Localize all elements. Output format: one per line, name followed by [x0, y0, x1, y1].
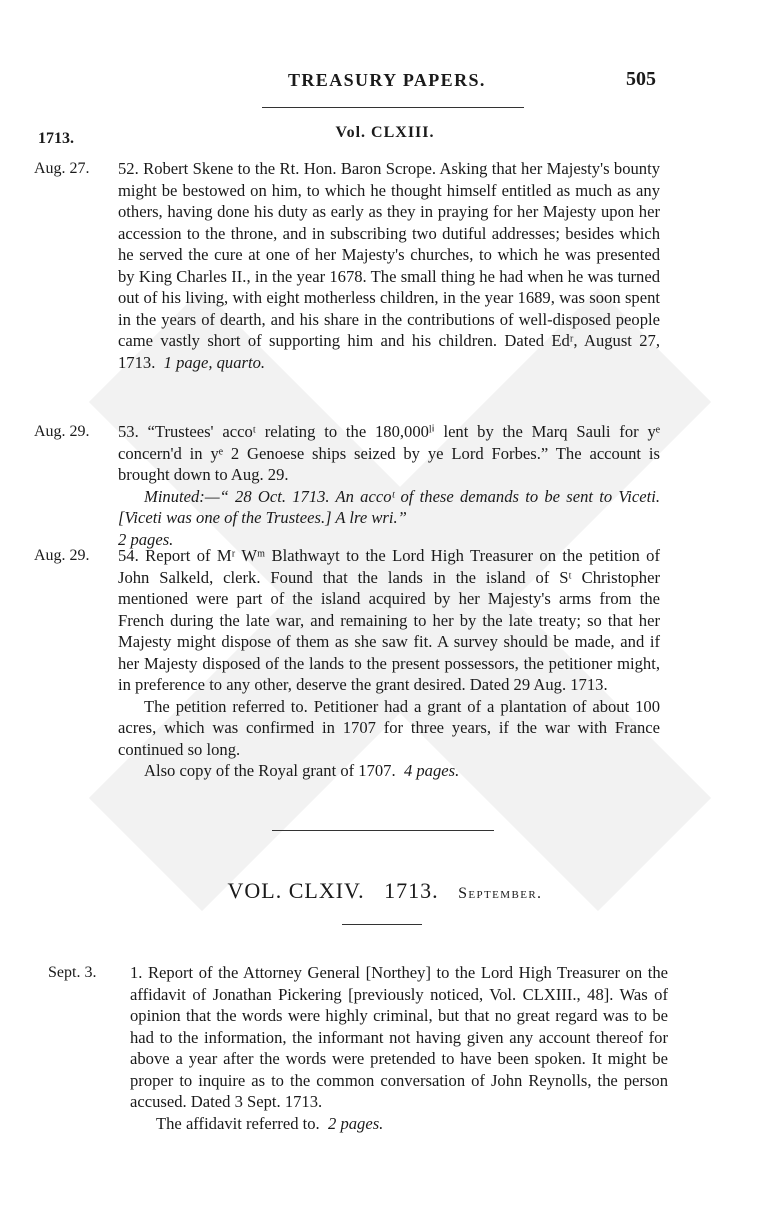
volume-number: VOL. CLXIV. [227, 878, 365, 903]
entry-text: 52. Robert Skene to the Rt. Hon. Baron Scrope. Asking that her Majesty's bounty might be bestowed on him, to which he thought himself entitled as much as any others, having done his duty as early as they in praying for her Majesty upon her accession to the throne, and in subscribing two dutiful addresses; besides which he served the cure at one of her Majesty's churches, to which he was presented by King Charles II., in the year 1678. The small thing he had when he was turned out of his living, with eight motherless children, in the year 1689, was soon spent in the years of dearth, and his share in the contributions of well-disposed people came vastly short of supporting him and his children. Dated Edʳ, August 27, 1713. [118, 159, 660, 372]
entry-date: Aug. 29. [34, 423, 90, 440]
margin-year: 1713. [38, 130, 74, 147]
volume-month: September. [458, 885, 543, 902]
entry-text: 54. Report of Mʳ Wᵐ Blathwayt to the Lord High Treasurer on the petition of John Salkeld, clerk. Found that the lands in the island of Sᵗ Christopher mentioned were part of the island acquired by her Majesty's arms from the French during the late war, and remaining to her by the late treaty; so that her Majesty might dispose of them as she saw fit. A survey should be made, and if her Majesty disposed of the lands to the present possessors, the petitioner might, in preference to any other, deserve the grant desired. Dated 29 Aug. 1713. [118, 546, 660, 694]
header-rule [262, 107, 524, 108]
entry-body [118, 421, 660, 550]
page-number: 505 [626, 68, 656, 90]
volume-heading-2 [0, 878, 770, 904]
entry-text: 53. “Trustees' accoᵗ relating to the 180,000ˡⁱ lent by the Marq Sauli for yᵉ concern'd in yᵉ 2 Genoese ships seized by ye Lord Forbes.” The account is brought down to Aug. 29. [118, 422, 660, 484]
entry-extent: 2 pages. [328, 1113, 384, 1133]
volume-heading-text: Vol. CLXIII. [335, 124, 435, 141]
entry-text: The petition referred to. Petitioner had a grant of a plantation of about 100 acres, which was confirmed in 1707 for three years, if the war with France continued so long. [118, 696, 660, 759]
entry-minute: Minuted:—“ 28 Oct. 1713. An accoᵗ of these demands to be sent to Viceti. [Viceti was one of the Trustees.] A lre wri.” [118, 486, 660, 527]
entry-extent: 4 pages. [403, 761, 460, 780]
entry-extent: 2 pages. [118, 529, 174, 549]
entry-text: 1. Report of the Attorney General [Northey] to the Lord High Treasurer on the affidavit of Jonathan Pickering [previously noticed, Vol. CLXIII., 48]. Was of opinion that the words were highly criminal, but that no great regard was to be had to the information, the informant not having given any account thereof for above a year after the words were pretended to have been spoken. It might be proper to inquire as to the common conversation of John Reynolls, the person accused. Dated 3 Sept. 1713. [130, 963, 668, 1111]
entry-body [118, 158, 660, 373]
section-divider [272, 830, 494, 831]
entry-date: Aug. 29. [34, 547, 90, 564]
entry-text: The affidavit referred to. [156, 1113, 320, 1133]
entry-date: Aug. 27. [34, 160, 90, 177]
entry-extent: 1 page, quarto. [163, 352, 266, 372]
volume-year: 1713. [384, 878, 439, 903]
volume-rule [342, 924, 422, 925]
running-title: TREASURY PAPERS. [288, 70, 486, 90]
entry-date: Sept. 3. [48, 964, 97, 981]
entry-body [130, 962, 668, 1134]
entry-body [118, 545, 660, 782]
running-head [0, 70, 770, 100]
entry-text: Also copy of the Royal grant of 1707. [144, 761, 396, 780]
volume-heading [0, 124, 770, 142]
